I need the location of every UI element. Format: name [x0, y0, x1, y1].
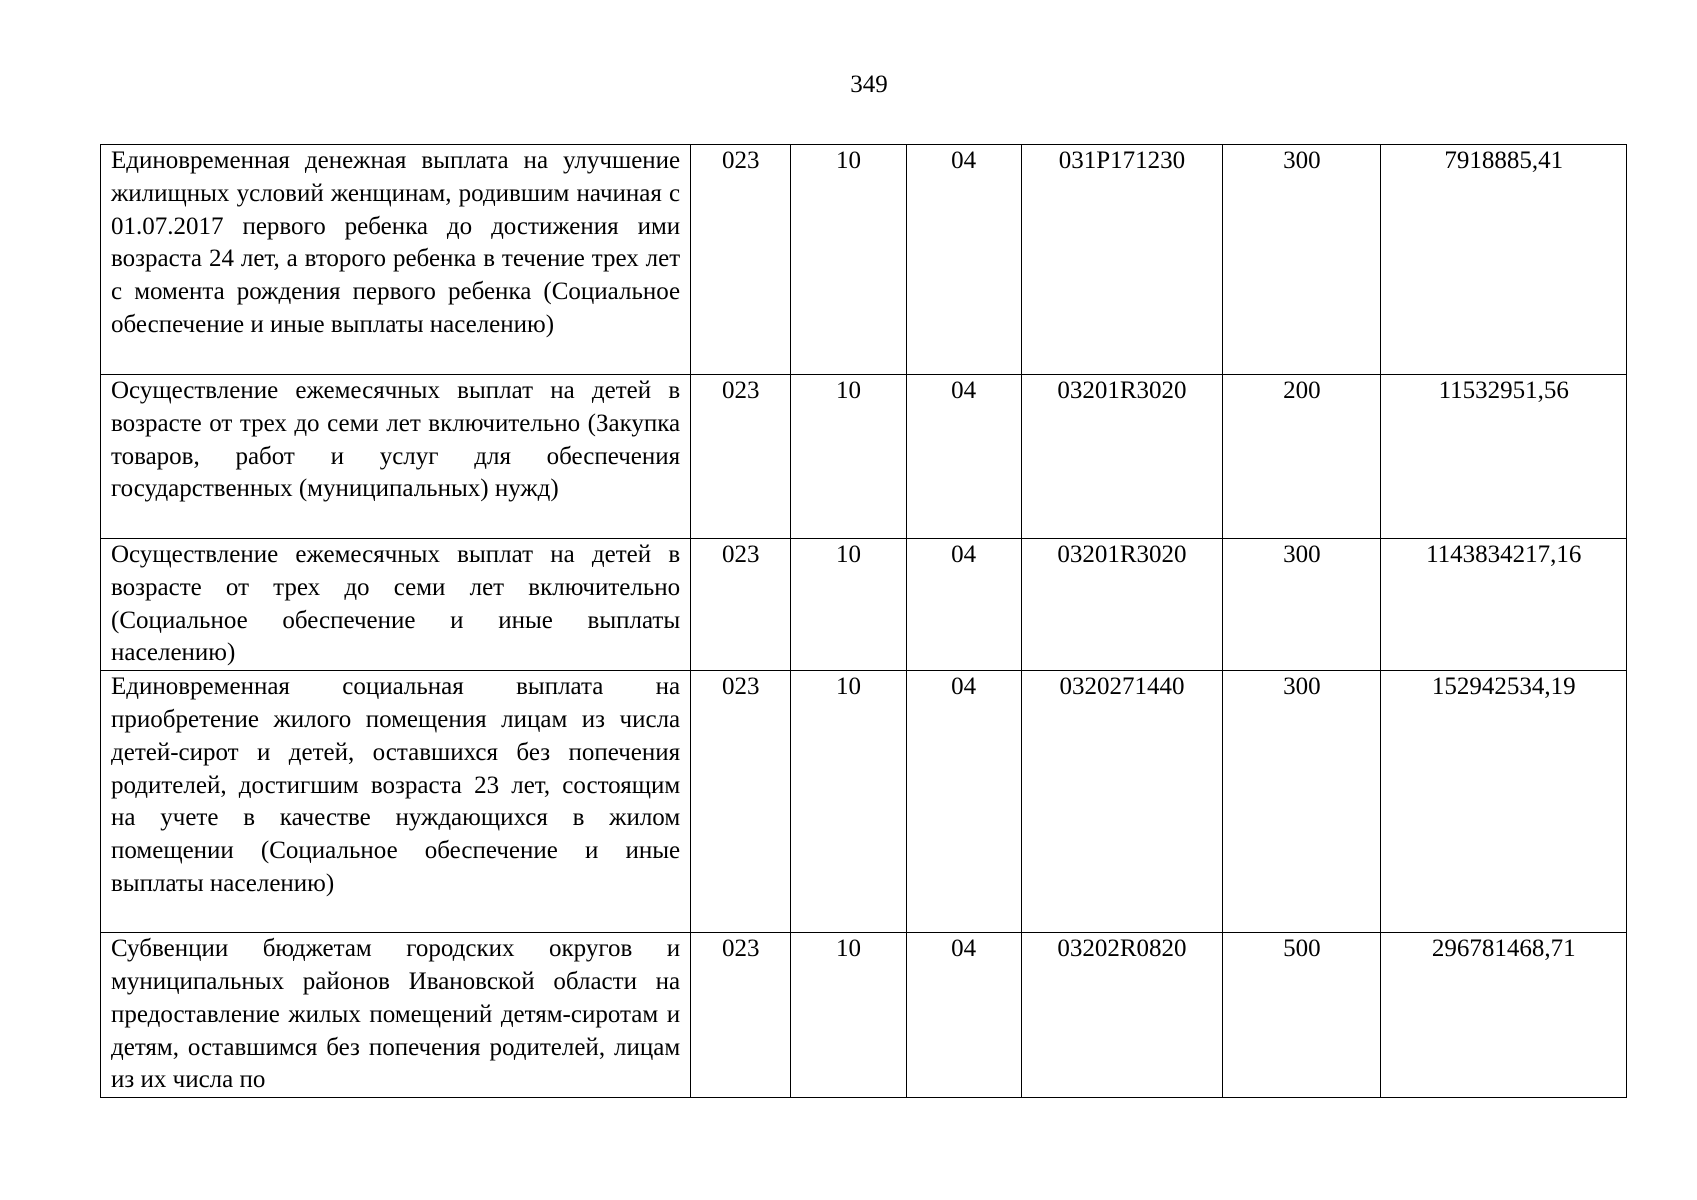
amount: 7918885,41: [1381, 145, 1627, 375]
subsection-code: 04: [906, 671, 1021, 933]
row-description: Субвенции бюджетам городских округов и муниципальных районов Ивановской области на предоставление жилых помещений детям-сиротам и детям, оставшимся без попечения родителей, лицам из их числа по: [101, 933, 691, 1098]
target-code: 03201R3020: [1021, 539, 1222, 671]
subsection-code: 04: [906, 375, 1021, 539]
section-code: 10: [791, 539, 906, 671]
table-row: [101, 375, 1627, 539]
amount: 152942534,19: [1381, 671, 1627, 933]
amount: 1143834217,16: [1381, 539, 1627, 671]
amount: 11532951,56: [1381, 375, 1627, 539]
row-description: Осуществление ежемесячных выплат на детей в возрасте от трех до семи лет включительно (Закупка товаров, работ и услуг для обеспечения государственных (муниципальных) нужд): [101, 375, 691, 539]
budget-table: [100, 144, 1627, 1098]
section-code: 10: [791, 145, 906, 375]
subsection-code: 04: [906, 539, 1021, 671]
table-row: [101, 671, 1627, 933]
ministry-code: 023: [691, 375, 791, 539]
expense-type-code: 300: [1223, 671, 1381, 933]
table-row: [101, 539, 1627, 671]
expense-type-code: 500: [1223, 933, 1381, 1098]
ministry-code: 023: [691, 145, 791, 375]
ministry-code: 023: [691, 671, 791, 933]
expense-type-code: 200: [1223, 375, 1381, 539]
row-description: Осуществление ежемесячных выплат на детей в возрасте от трех до семи лет включительно (Социальное обеспечение и иные выплаты населению): [101, 539, 691, 671]
target-code: 0320271440: [1021, 671, 1222, 933]
section-code: 10: [791, 933, 906, 1098]
target-code: 031P171230: [1021, 145, 1222, 375]
ministry-code: 023: [691, 539, 791, 671]
subsection-code: 04: [906, 145, 1021, 375]
ministry-code: 023: [691, 933, 791, 1098]
table-row: [101, 933, 1627, 1098]
expense-type-code: 300: [1223, 539, 1381, 671]
page-number: 349: [850, 71, 888, 98]
section-code: 10: [791, 671, 906, 933]
expense-type-code: 300: [1223, 145, 1381, 375]
row-description: Единовременная социальная выплата на приобретение жилого помещения лицам из числа детей-сирот и детей, оставшихся без попечения родителей, достигшим возраста 23 лет, состоящим на учете в качестве нуждающихся в жилом помещении (Социальное обеспечение и иные выплаты населению): [101, 671, 691, 933]
table-row: [101, 145, 1627, 375]
section-code: 10: [791, 375, 906, 539]
amount: 296781468,71: [1381, 933, 1627, 1098]
subsection-code: 04: [906, 933, 1021, 1098]
row-description: Единовременная денежная выплата на улучшение жилищных условий женщинам, родившим начиная с 01.07.2017 первого ребенка до достижения ими возраста 24 лет, а второго ребенка в течение трех лет с момента рождения первого ребенка (Социальное обеспечение и иные выплаты населению): [101, 145, 691, 375]
target-code: 03202R0820: [1021, 933, 1222, 1098]
target-code: 03201R3020: [1021, 375, 1222, 539]
